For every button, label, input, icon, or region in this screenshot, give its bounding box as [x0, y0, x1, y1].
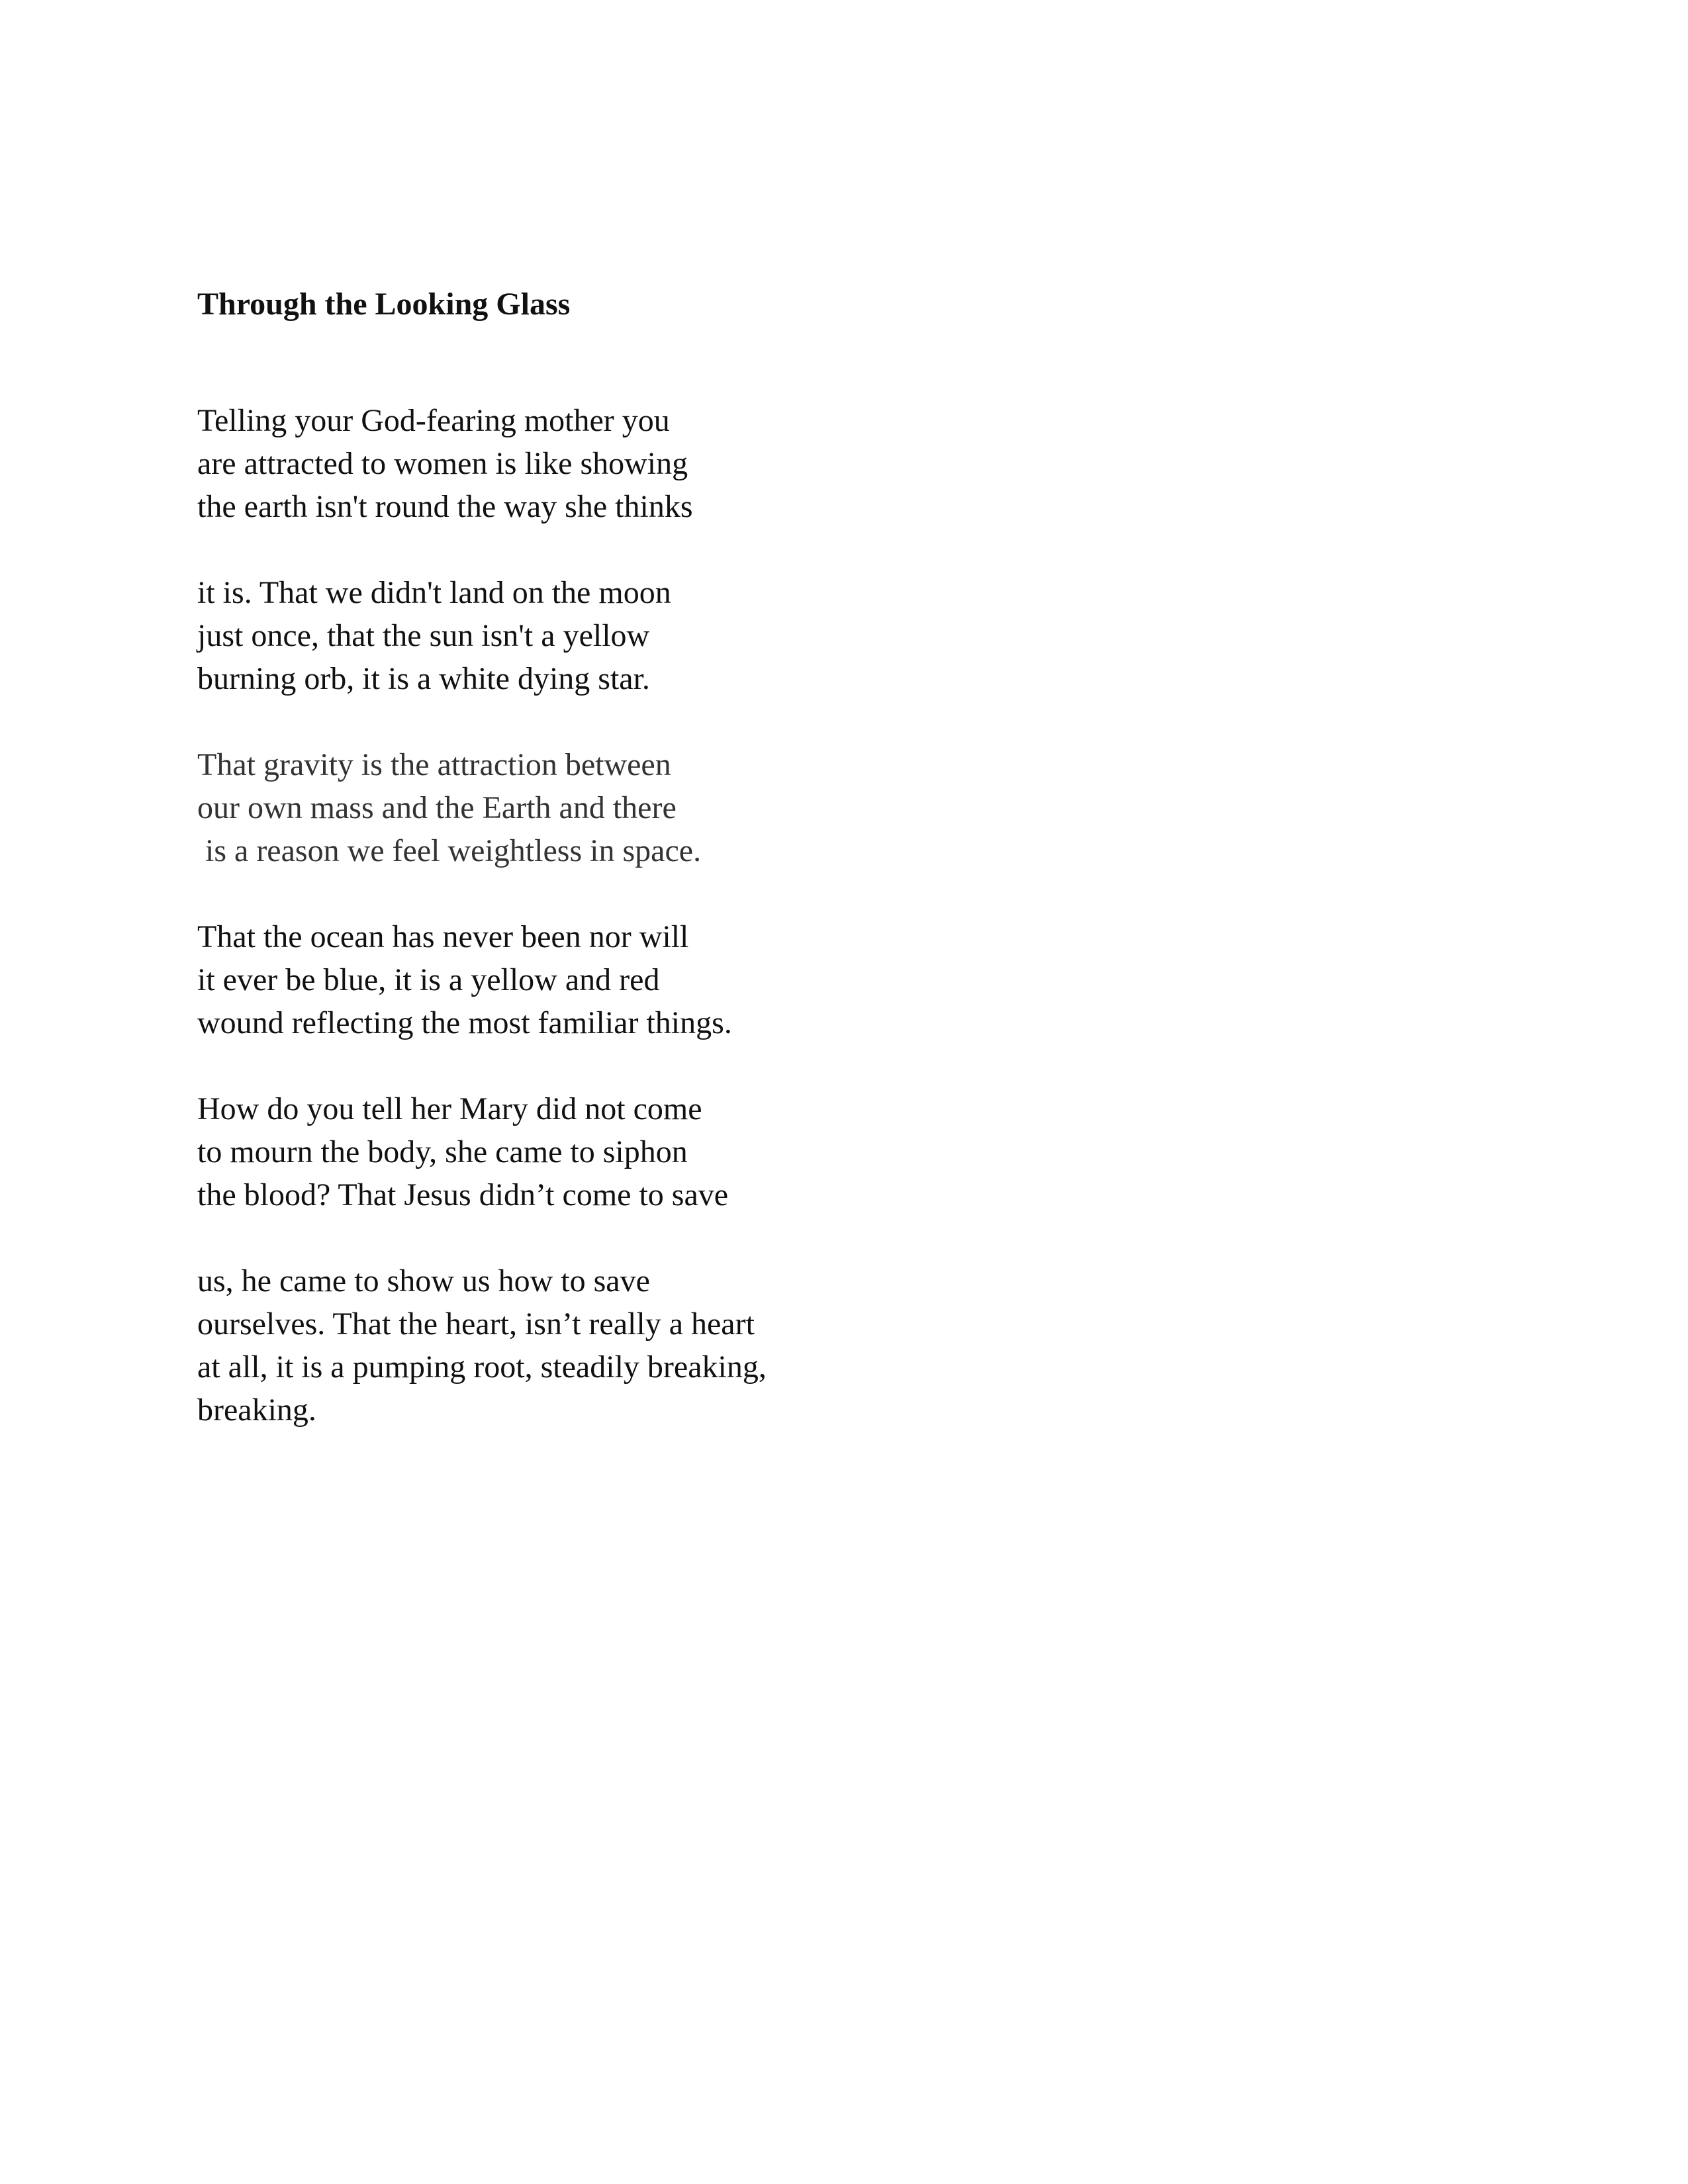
- poem-line: That gravity is the attraction between: [197, 747, 671, 782]
- poem-line: is a reason we feel weightless in space.: [197, 833, 702, 868]
- poem-line: How do you tell her Mary did not come: [197, 1091, 702, 1126]
- poem: [197, 281, 1124, 1475]
- poem-line: our own mass and the Earth and there: [197, 790, 677, 825]
- poem-line: the earth isn't round the way she thinks: [197, 489, 693, 524]
- poem-line: ourselves. That the heart, isn’t really a heart: [197, 1306, 755, 1342]
- poem-line: breaking.: [197, 1392, 316, 1428]
- stanza-4: [197, 915, 1124, 1044]
- stanza-3: [197, 743, 1124, 872]
- poem-body: [197, 399, 1124, 1432]
- poem-line: it is. That we didn't land on the moon: [197, 575, 671, 610]
- poem-line: it ever be blue, it is a yellow and red: [197, 962, 660, 997]
- poem-line: us, he came to show us how to save: [197, 1263, 650, 1298]
- poem-line: wound reflecting the most familiar things.: [197, 1005, 732, 1040]
- stanza-2: [197, 571, 1124, 700]
- poem-line: at all, it is a pumping root, steadily breaking,: [197, 1349, 767, 1385]
- stanza-5: [197, 1087, 1124, 1216]
- poem-line: burning orb, it is a white dying star.: [197, 661, 650, 696]
- stanza-6: [197, 1259, 1124, 1432]
- poem-line: are attracted to women is like showing: [197, 446, 688, 481]
- poem-line: to mourn the body, she came to siphon: [197, 1134, 688, 1169]
- poem-line: Telling your God-fearing mother you: [197, 403, 670, 438]
- poem-title: Through the Looking Glass: [197, 287, 571, 322]
- poem-line: the blood? That Jesus didn’t come to save: [197, 1177, 729, 1212]
- poem-line: just once, that the sun isn't a yellow: [197, 618, 650, 653]
- stanza-1: [197, 399, 1124, 528]
- poem-line: That the ocean has never been nor will: [197, 919, 689, 954]
